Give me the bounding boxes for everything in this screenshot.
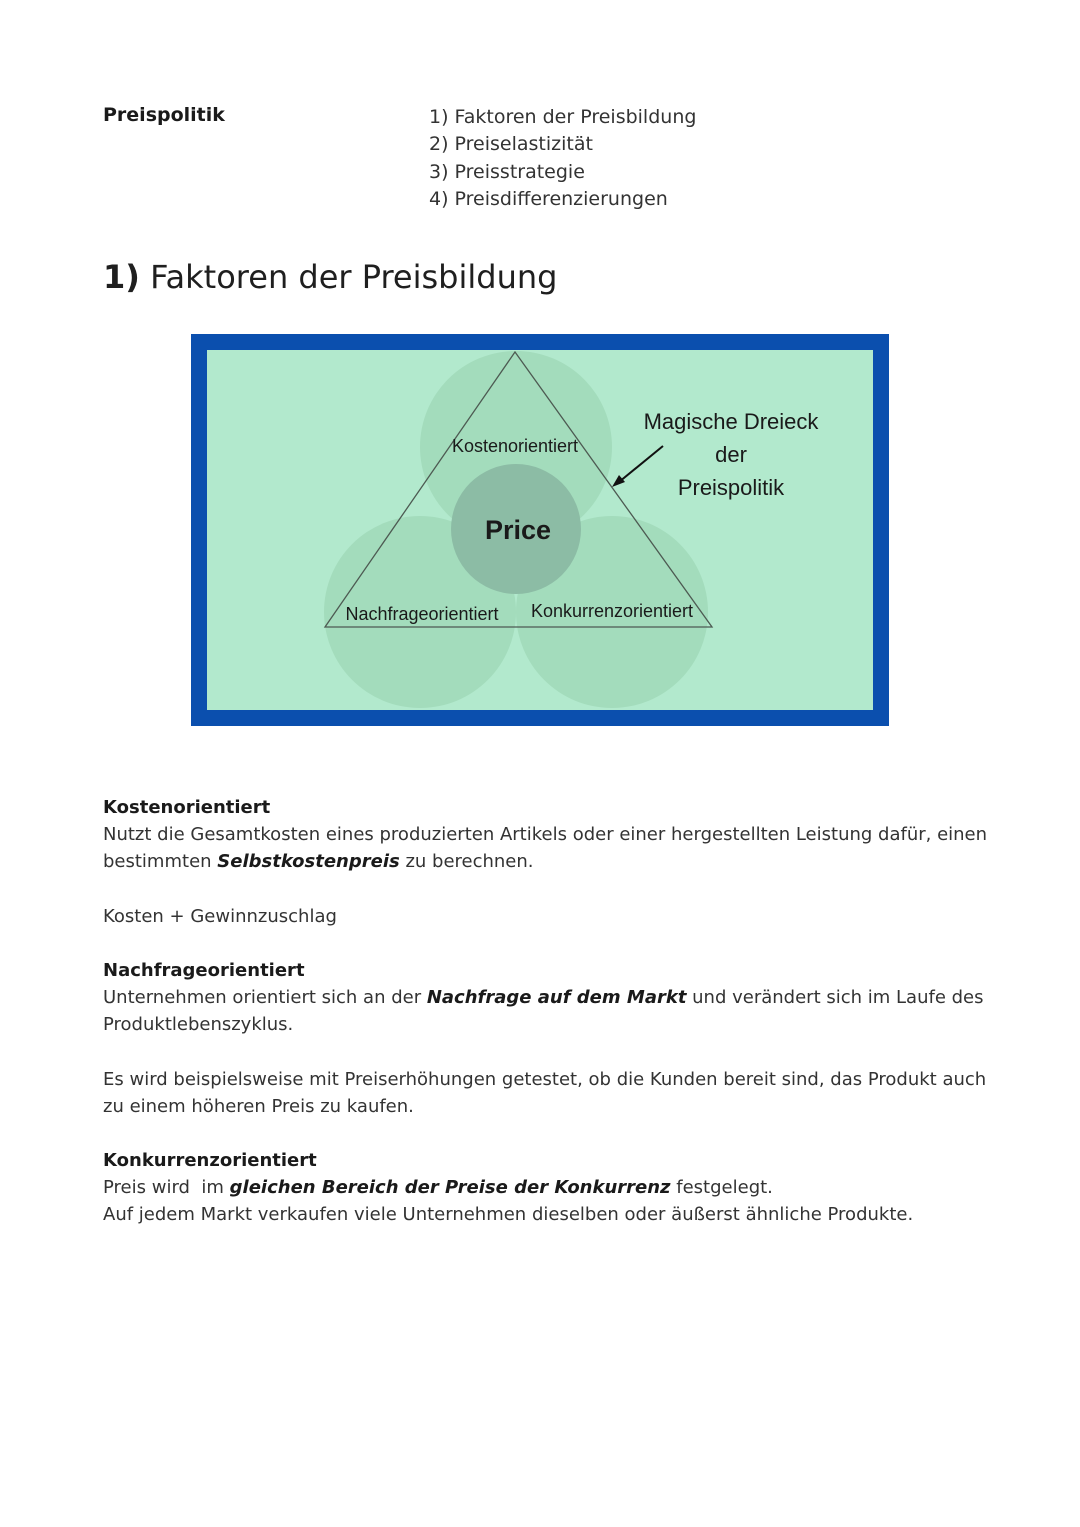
toc-item: 4) Preisdifferenzierungen <box>429 187 668 210</box>
toc-item: 3) Preisstrategie <box>429 160 585 183</box>
formula: Kosten + Gewinnzuschlag <box>103 905 337 927</box>
paragraph <box>103 821 993 875</box>
toc-item: 2) Preiselastizität <box>429 133 593 156</box>
paragraph: Es wird beispielsweise mit Preiserhöhungen getestet, ob die Kunden bereit sind, das Produkt auch zu einem höheren Preis zu kaufen. <box>103 1068 987 1117</box>
section-kostenorientiert <box>103 794 993 930</box>
paragraph: Auf jedem Markt verkaufen viele Unternehmen dieselben oder äußerst ähnliche Produkte. <box>103 1204 914 1226</box>
label-demand: Nachfrageorientiert <box>345 604 499 624</box>
toc-item: 1) Faktoren der Preisbildung <box>429 106 697 128</box>
emphasis: Selbstkostenpreis <box>217 851 400 873</box>
section-number: 1) <box>103 258 140 296</box>
section-nachfrageorientiert <box>103 957 993 1120</box>
section-konkurrenzorientiert <box>103 1147 993 1229</box>
text-run: Nutzt die Gesamtkosten eines produzierten Artikels oder einer hergestellten Leistung dafür, einen bestimmten <box>103 824 988 873</box>
text-run: Preis wird im <box>103 1177 230 1199</box>
text-run: Unternehmen orientiert sich an der <box>103 987 427 1009</box>
subsection-title: Nachfrageorientiert <box>103 960 305 981</box>
text-run: und verändert sich im Laufe des Produktlebenszyklus. <box>103 987 984 1036</box>
callout-line-1: Magische Dreieck <box>643 409 819 434</box>
paragraph <box>103 1174 993 1201</box>
text-run: festgelegt. <box>670 1177 773 1199</box>
magic-triangle-diagram <box>191 334 889 726</box>
subsection-title: Konkurrenzorientiert <box>103 1150 317 1171</box>
label-competition: Konkurrenzorientiert <box>530 601 694 621</box>
subsection-title: Kostenorientiert <box>103 797 271 818</box>
text-run: zu berechnen. <box>399 851 534 873</box>
callout-line-3: Preispolitik <box>677 475 785 500</box>
label-cost: Kostenorientiert <box>451 436 579 456</box>
section-heading-text: Faktoren der Preisbildung <box>150 258 558 296</box>
center-label: Price <box>484 515 552 545</box>
emphasis: gleichen Bereich der Preise der Konkurrenz <box>229 1177 671 1199</box>
emphasis: Nachfrage auf dem Markt <box>426 987 687 1009</box>
table-of-contents <box>429 104 696 213</box>
topic-title: Preispolitik <box>103 104 225 126</box>
callout-line-2: der <box>715 442 747 467</box>
paragraph <box>103 984 993 1038</box>
section-heading <box>103 258 557 296</box>
